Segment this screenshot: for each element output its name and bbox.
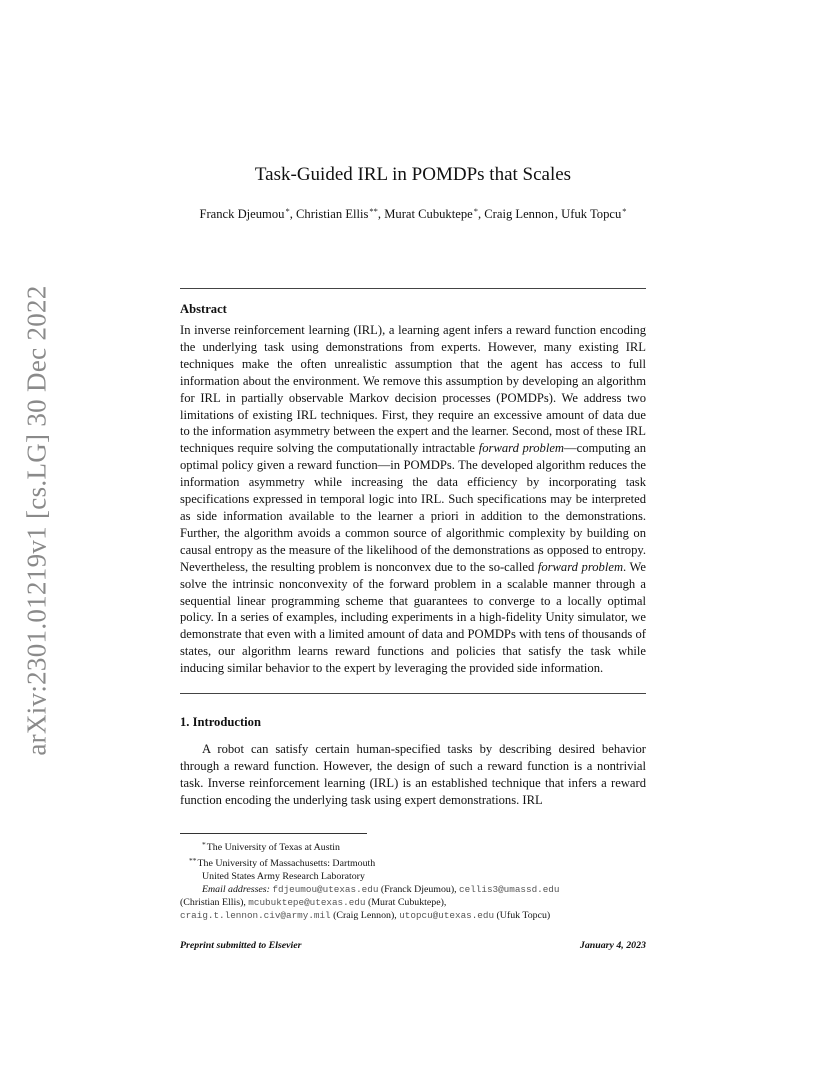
arxiv-id-text: arXiv:2301.01219v1 [cs.LG] 30 Dec 2022	[21, 284, 52, 756]
footnote-emails-line-1	[180, 883, 650, 896]
abstract-emphasis: forward problem	[537, 559, 624, 574]
footnote-emails-line-2	[180, 896, 650, 909]
footnote-text: The University of Massachusetts: Dartmouth	[197, 858, 376, 870]
footnote-mark: *	[202, 840, 206, 849]
affiliation-mark: *	[285, 206, 290, 216]
footnote-rule	[180, 833, 367, 834]
abstract-text	[180, 322, 646, 677]
abstract-part: . We solve the intrinsic nonconvexity of the forward problem in a scalable manner through a sequential linear programming scheme that guarantees to converge to a locally optimal policy. In a series of examples, including experiments in a high-fidelity Unity simulator, we demonstrate that even with a limited amount of data and POMDPs with tens of thousands of states, our algorithm learns reward functions and policies that satisfy the task while inducing similar behavior to the expert by leveraging the provided side information.	[180, 559, 647, 676]
abstract-part: In inverse reinforcement learning (IRL), a learning agent infers a reward function encoding the underlying task using demonstrations from experts. However, many existing IRL techniques make the often unrealistic assumption that the agent has access to full information about the environment. We remove this assumption by developing an algorithm for IRL in partially observable Markov decision processes (POMDPs). We address two limitations of existing IRL techniques. First, they require an excessive amount of data due to the information asymmetry between the expert and the learner. Second, most of these IRL techniques require solving the computationally intractable	[180, 323, 646, 456]
affiliation-mark: *	[622, 206, 627, 216]
paper-title: Task-Guided IRL in POMDPs that Scales	[254, 164, 572, 185]
abstract-heading: Abstract	[180, 302, 227, 316]
email-owner: (Christian Ellis),	[180, 897, 249, 909]
footer-preprint-note: Preprint submitted to Elsevier	[180, 940, 302, 951]
footnote-text: The University of Texas at Austin	[206, 842, 340, 853]
footnote-affiliation-2	[180, 854, 650, 870]
email-link[interactable]: fdjeumou@utexas.edu	[272, 884, 379, 896]
author-name: Craig Lennon	[484, 207, 554, 221]
author-separator: ,	[289, 207, 296, 221]
author-name: Murat Cubuktepe	[384, 207, 473, 221]
email-link[interactable]: utopcu@utexas.edu	[399, 910, 495, 922]
email-label: Email addresses:	[202, 884, 270, 896]
affiliation-mark: *	[473, 206, 478, 216]
abstract-top-rule	[180, 288, 646, 289]
email-owner: (Murat Cubuktepe),	[367, 897, 447, 909]
email-owner: (Ufuk Topcu)	[496, 910, 551, 922]
arxiv-identifier	[8, 280, 66, 760]
footnote-affiliation-1	[180, 838, 650, 854]
author-name: Ufuk Topcu	[561, 207, 622, 221]
footnote-emails-line-3	[180, 909, 650, 922]
email-owner: (Craig Lennon),	[333, 910, 400, 922]
author-name: Christian Ellis	[296, 207, 369, 221]
affiliation-mark: **	[369, 206, 378, 216]
footnote-affiliation-3: United States Army Research Laboratory	[202, 871, 365, 883]
author-separator: ,	[377, 207, 385, 221]
section-heading-introduction: 1. Introduction	[180, 715, 261, 729]
author-separator: ,	[554, 207, 562, 221]
abstract-emphasis: forward problem	[478, 441, 565, 456]
footnote-mark: **	[189, 856, 197, 866]
email-link[interactable]: mcubuktepe@utexas.edu	[248, 897, 366, 909]
abstract-bottom-rule	[180, 693, 646, 694]
email-owner: (Franck Djeumou),	[380, 884, 460, 896]
abstract-part: —computing an optimal policy given a reward function—in POMDPs. The developed algorithm reduces the information asymmetry while increasing the data efficiency by incorporating task specifications expressed in temporal logic into IRL. Such specifications may be interpreted as side information available to the learner a priori in addition to the demonstrations. Further, the algorithm avoids a common source of algorithmic complexity by building on causal entropy as the measure of the likelihood of the demonstrations as opposed to entropy. Nevertheless, the resulting problem is nonconvex due to the so-called	[180, 441, 646, 574]
email-link[interactable]: cellis3@umassd.edu	[459, 884, 560, 896]
author-name: Franck Djeumou	[199, 207, 285, 221]
introduction-paragraph: A robot can satisfy certain human-specified tasks by describing desired behavior through a reward function. However, the design of such a reward function is a nontrivial task. Inverse reinforcement learning (IRL) is an established technique that infers a reward function encoding the underlying task using expert demonstrations. IRL	[180, 742, 646, 807]
footer-date: January 4, 2023	[579, 940, 646, 951]
author-separator: ,	[477, 207, 485, 221]
email-link[interactable]: craig.t.lennon.civ@army.mil	[180, 910, 331, 922]
footnotes	[180, 838, 650, 923]
author-list	[150, 206, 676, 222]
